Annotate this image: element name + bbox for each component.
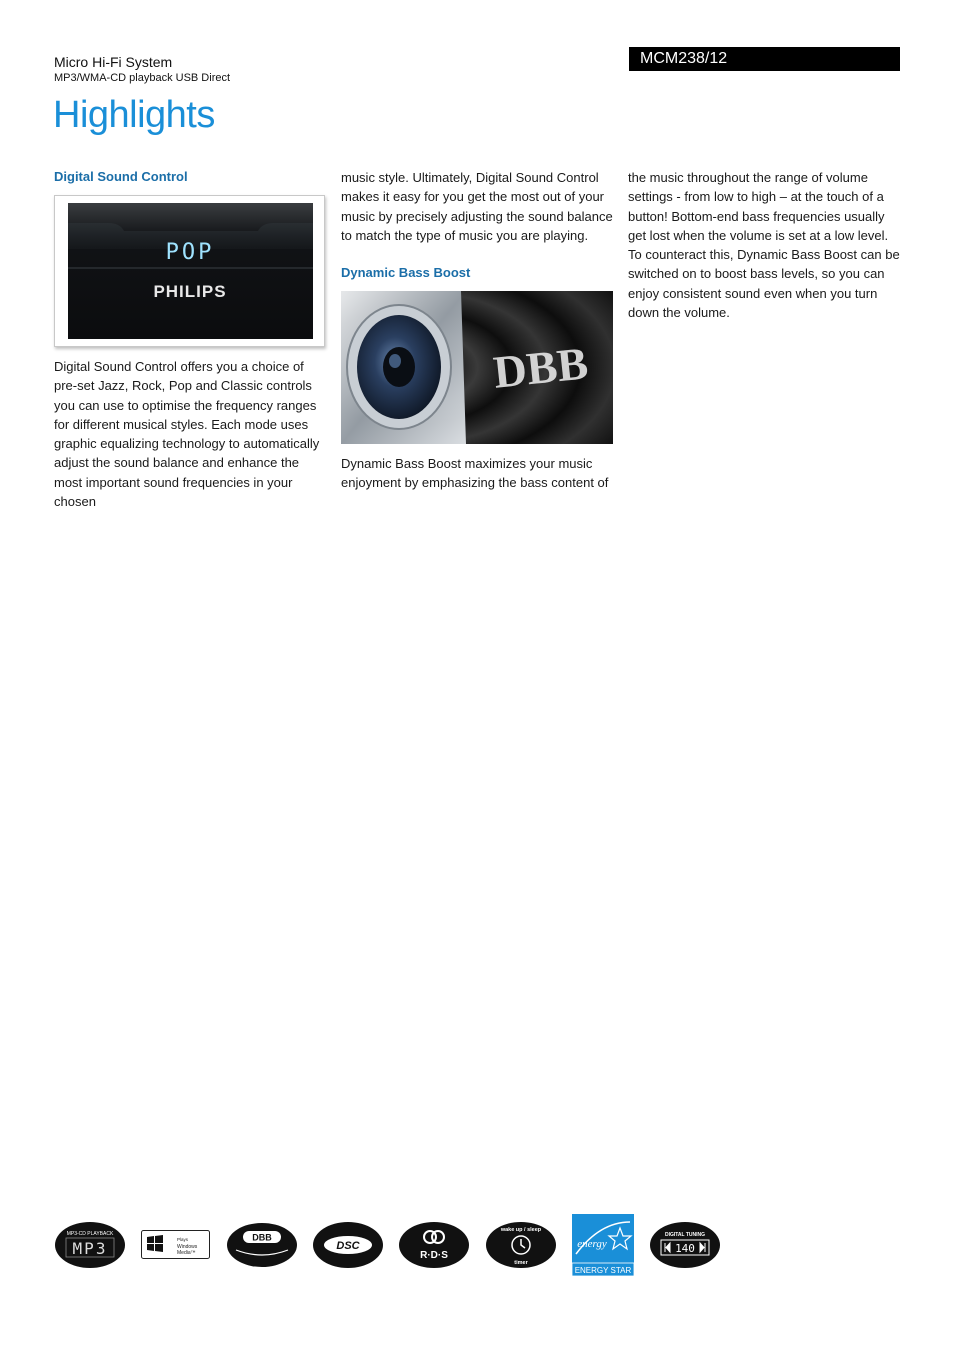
dbb-paragraph-1: Dynamic Bass Boost maximizes your music enjoyment by emphasizing the bass content of — [341, 456, 609, 491]
wma-line2: Windows — [177, 1244, 198, 1250]
dbb-paragraph-2: the music throughout the range of volume settings - from low to high – at the touch of a button! Bottom-end bass frequencies usually get lost when the volume is set at a low level. To counteract this, Dynamic Bass Boost can be switched on to boost bass levels, so you can enjoy consistent sound even when you turn down the volume. — [628, 170, 900, 321]
model-number-bar: MCM238/12 — [629, 47, 900, 71]
dsc-display-text: POP — [165, 240, 215, 265]
dsc-heading: Digital Sound Control — [54, 169, 188, 184]
timer-badge-top: wake up / sleep — [500, 1227, 542, 1233]
dbb-heading: Dynamic Bass Boost — [341, 265, 471, 280]
mp3-badge-top: MP3-CD PLAYBACK — [66, 1231, 114, 1237]
digital-tuning-badge — [649, 1221, 721, 1269]
tuning-badge-top: DIGITAL TUNING — [664, 1232, 706, 1238]
dsc-brand-text: PHILIPS — [153, 282, 227, 301]
dsc-image — [54, 195, 325, 347]
energy-star-badge — [572, 1214, 634, 1276]
product-name: Micro Hi-Fi System — [54, 54, 173, 70]
rds-badge — [398, 1221, 470, 1269]
dsc-badge-text: DSC — [336, 1240, 360, 1252]
mp3-cd-badge — [54, 1221, 126, 1269]
mp3-badge-main: MP3 — [72, 1239, 108, 1258]
energy-script: energy — [577, 1238, 607, 1250]
timer-badge — [485, 1221, 557, 1269]
rds-badge-text: R·D·S — [420, 1250, 448, 1261]
dsc-paragraph-1: Digital Sound Control offers you a choice of pre-set Jazz, Rock, Pop and Classic controls you can use to optimise the frequency ranges for different musical styles. Each mode uses graphic equalizing technology to automatically adjust the sound balance and enhance the most important sound frequencies in your chosen — [54, 359, 320, 510]
windows-media-badge — [141, 1230, 211, 1260]
dbb-image — [341, 291, 613, 444]
wma-line3: Media™ — [177, 1250, 196, 1256]
dbb-image-text: DBB — [490, 337, 591, 398]
dbb-badge-text: DBB — [252, 1232, 272, 1243]
product-subtitle: MP3/WMA-CD playback USB Direct — [54, 72, 231, 84]
dsc-badge — [312, 1221, 384, 1269]
energy-star-label: ENERGY STAR — [574, 1266, 632, 1275]
dbb-badge — [226, 1222, 298, 1268]
dsc-paragraph-2: music style. Ultimately, Digital Sound Control makes it easy for you get the most out of your music by precisely adjusting the sound balance to match the type of music you are playing. — [341, 170, 613, 243]
page-title: Highlights — [53, 94, 215, 136]
timer-badge-bottom: timer — [514, 1260, 528, 1266]
tuning-display: 140 — [675, 1242, 695, 1255]
wma-line1: Plays — [177, 1237, 189, 1242]
